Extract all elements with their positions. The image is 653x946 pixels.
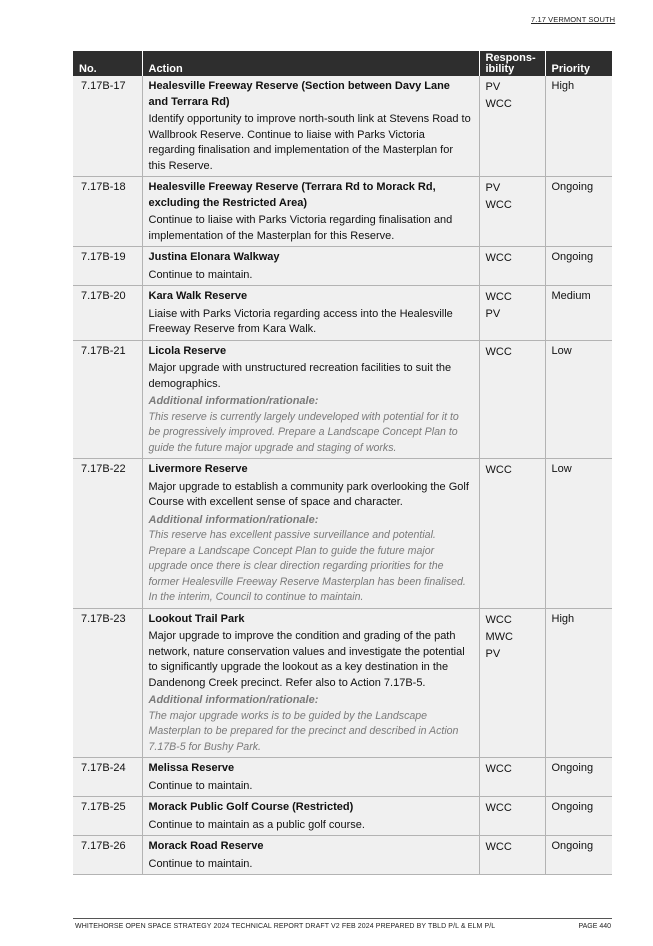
action-description: Liaise with Parks Victoria regarding access into the Healesville Freeway Reserve from Kara Walk.	[148, 307, 453, 335]
priority-cell: Ongoing	[545, 247, 612, 286]
action-description: Identify opportunity to improve north-south link at Stevens Road to Wallbrook Reserve. Continue to liaise with Parks Victoria regarding finalisation and implementation of the Masterplan for this Reserve.	[148, 113, 471, 172]
table-row	[73, 836, 612, 875]
priority-cell: High	[545, 608, 612, 758]
table-row	[73, 797, 612, 836]
action-number: 7.17B-20	[73, 286, 142, 341]
responsible-agency: WCC	[485, 841, 512, 853]
priority-cell: Low	[545, 340, 612, 459]
rationale-label: Additional information/rationale:	[148, 513, 319, 526]
section-header: 7.17 VERMONT SOUTH	[531, 15, 616, 24]
table-body	[73, 76, 612, 875]
action-number: 7.17B-23	[73, 608, 142, 758]
responsibility-cell	[479, 758, 545, 797]
priority-cell: Ongoing	[545, 758, 612, 797]
column-header-responsibility	[479, 51, 545, 76]
responsibility-cell	[479, 608, 545, 758]
action-description: Continue to maintain as a public golf course.	[148, 818, 365, 831]
responsible-agency: PV	[485, 647, 501, 660]
table-row	[73, 286, 612, 341]
responsibility-cell	[479, 797, 545, 836]
priority-cell: Ongoing	[545, 797, 612, 836]
rationale-text: The major upgrade works is to be guided by the Landscape Masterplan to be prepared for the precinct and described in Action 7.17B-5 for Bushy Park.	[148, 709, 459, 753]
action-title: Lookout Trail Park	[148, 612, 245, 625]
action-description: Continue to maintain.	[148, 268, 253, 281]
table-row	[73, 608, 612, 758]
responsible-agency: WCC	[485, 291, 512, 303]
responsible-agency: WCC	[485, 252, 512, 264]
table-row	[73, 177, 612, 247]
column-header-priority: Priority	[545, 51, 612, 76]
action-description: Major upgrade with unstructured recreation facilities to suit the demographics.	[148, 362, 452, 390]
action-cell	[142, 247, 479, 286]
page-number: PAGE 440	[578, 923, 611, 930]
footer-divider	[73, 918, 612, 919]
action-cell	[142, 459, 479, 609]
action-description: Major upgrade to improve the condition and grading of the path network, nature conservation values and investigate the potential to significantly upgrade the lookout as a key destination in the Dandenong Creek precinct. Refer also to Action 7.17B-5.	[148, 630, 465, 689]
action-description: Continue to maintain.	[148, 779, 253, 792]
responsible-agency: WCC	[485, 802, 512, 814]
responsible-agency: WCC	[485, 98, 512, 110]
action-title: Kara Walk Reserve	[148, 290, 248, 302]
table-row	[73, 76, 612, 177]
action-title: Healesville Freeway Reserve (Terrara Rd to Morack Rd, excluding the Restricted Area)	[148, 181, 436, 209]
action-number: 7.17B-22	[73, 459, 142, 609]
priority-cell: Medium	[545, 286, 612, 341]
table-row	[73, 340, 612, 459]
action-description: Continue to liaise with Parks Victoria regarding finalisation and implementation of the Masterplan for this Reserve.	[148, 214, 453, 242]
action-cell	[142, 836, 479, 875]
action-title: Licola Reserve	[148, 344, 227, 357]
priority-cell: Ongoing	[545, 177, 612, 247]
action-number: 7.17B-18	[73, 177, 142, 247]
responsible-agency: WCC	[485, 613, 512, 626]
action-number: 7.17B-26	[73, 836, 142, 875]
priority-cell: High	[545, 76, 612, 177]
action-title: Healesville Freeway Reserve (Section between Davy Lane and Terrara Rd)	[148, 80, 450, 108]
responsible-agency: PV	[485, 308, 501, 320]
rationale-text: This reserve has excellent passive surveillance and potential. Prepare a Landscape Concept Plan to guide the future major upgrade once there is clear direction regarding priorities for the former Healesville Freeway Reserve Masterplan has been finalised. In the interim, Council to continue to maintain.	[148, 529, 466, 603]
action-table	[73, 51, 612, 875]
column-header-action: Action	[142, 51, 479, 76]
action-cell	[142, 608, 479, 758]
responsible-agency: PV	[485, 182, 501, 194]
responsibility-cell	[479, 247, 545, 286]
responsible-agency: PV	[485, 81, 501, 93]
table-row	[73, 459, 612, 609]
column-header-no: No.	[73, 51, 142, 76]
priority-cell: Low	[545, 459, 612, 609]
action-number: 7.17B-19	[73, 247, 142, 286]
table-row	[73, 247, 612, 286]
action-cell	[142, 286, 479, 341]
action-title: Morack Public Golf Course (Restricted)	[148, 801, 354, 813]
action-number: 7.17B-25	[73, 797, 142, 836]
responsibility-cell	[479, 76, 545, 177]
action-title: Livermore Reserve	[148, 463, 248, 475]
rationale-label: Additional information/rationale:	[148, 694, 319, 706]
action-cell	[142, 177, 479, 247]
responsibility-cell	[479, 340, 545, 459]
responsibility-header-line1: Respons-	[485, 52, 536, 64]
responsible-agency: MWC	[485, 630, 513, 643]
table-row	[73, 758, 612, 797]
action-number: 7.17B-21	[73, 340, 142, 459]
rationale-label: Additional information/rationale:	[148, 395, 319, 407]
action-cell	[142, 340, 479, 459]
action-cell	[142, 797, 479, 836]
action-title: Melissa Reserve	[148, 762, 235, 774]
action-cell	[142, 76, 479, 177]
action-cell	[142, 758, 479, 797]
action-description: Continue to maintain.	[148, 857, 253, 870]
responsible-agency: WCC	[485, 345, 512, 358]
table-header	[73, 51, 612, 76]
action-number: 7.17B-17	[73, 76, 142, 177]
responsibility-cell	[479, 459, 545, 609]
action-number: 7.17B-24	[73, 758, 142, 797]
action-title: Justina Elonara Walkway	[148, 251, 280, 263]
priority-cell: Ongoing	[545, 836, 612, 875]
responsibility-cell	[479, 836, 545, 875]
action-description: Major upgrade to establish a community park overlooking the Golf Course with excellent sense of space and character.	[148, 480, 469, 508]
responsible-agency: WCC	[485, 199, 512, 211]
action-title: Morack Road Reserve	[148, 840, 264, 852]
footer-text: WHITEHORSE OPEN SPACE STRATEGY 2024 TECHNICAL REPORT DRAFT V2 FEB 2024 PREPARED BY TBLD P/L & ELM P/L	[75, 923, 496, 930]
responsible-agency: WCC	[485, 763, 512, 775]
responsibility-header-line2: ibility	[485, 63, 515, 75]
responsible-agency: WCC	[485, 464, 512, 476]
responsibility-cell	[479, 177, 545, 247]
responsibility-cell	[479, 286, 545, 341]
rationale-text: This reserve is currently largely undeveloped with potential for it to be progressively improved. Prepare a Landscape Concept Plan to guide the future major upgrade and staging of works.	[148, 410, 459, 454]
